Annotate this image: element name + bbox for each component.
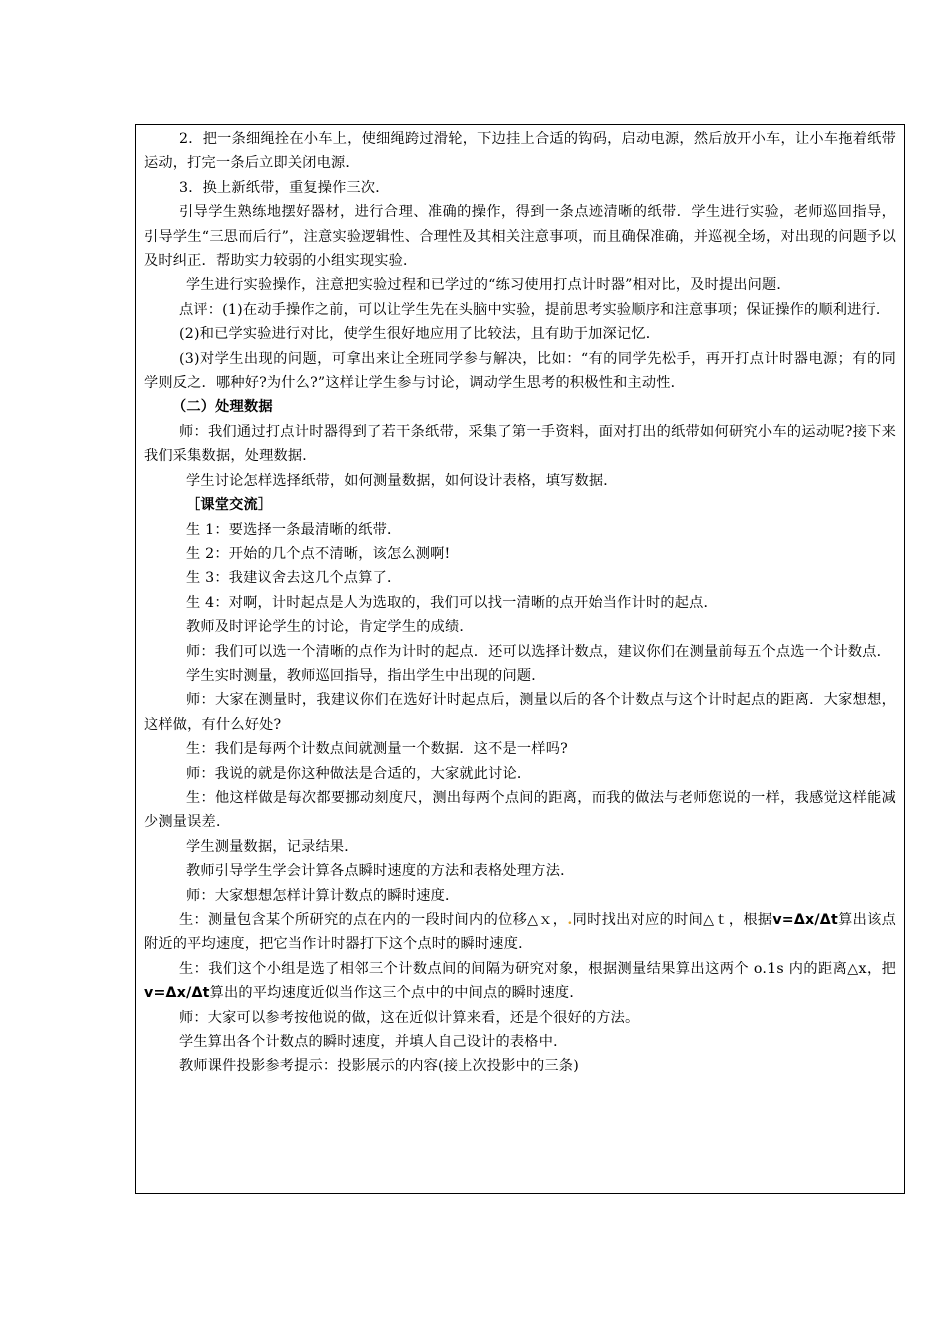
text-fragment: 算出的平均速度近似当作这三个点中的中间点的瞬时速度．	[209, 985, 584, 1002]
dialogue-line: 生 2：开始的几个点不清晰，该怎么测啊!	[186, 545, 451, 562]
dialogue-line: 师：大家可以参考按他说的做，这在近似计算来看，还是个很好的方法。	[179, 1009, 640, 1026]
dialogue-line-formula	[144, 957, 896, 1006]
paragraph-comment-2: (2)和已学实验进行对比，使学生很好地应用了比较法，且有助于加深记忆．	[179, 326, 661, 343]
paragraph-comment-1: 点评：(1)在动手操作之前，可以让学生先在头脑中实验，提前思考实验顺序和注意事项；保证操作的顺利进行．	[179, 301, 891, 318]
dialogue-line: 学生实时测量，教师巡回指导，指出学生中出现的问题．	[186, 667, 546, 684]
dialogue-line: 生 1：要选择一条最清晰的纸带．	[186, 521, 402, 538]
dialogue-line: 生：他这样做是每次都要挪动刻度尺，测出每两个点间的距离，而我的做法与老师您说的一样，我感觉这样能减少测量误差．	[144, 789, 896, 831]
dialogue-line: 学生算出各个计数点的瞬时速度，并填人自己设计的表格中．	[179, 1034, 568, 1051]
paragraph-student-operation: 学生进行实验操作，注意把实验过程和已学过的“练习使用打点计时器”相对比，及时提出问题．	[186, 277, 791, 294]
text-fragment: 生：测量包含某个所研究的点在内的一段时间内的位移△ｘ，	[179, 912, 568, 928]
text-fragment: 同时找出对应的时间△ｔ，根据	[572, 912, 773, 928]
dialogue-line: 教师课件投影参考提示：投影展示的内容(接上次投影中的三条)	[179, 1058, 579, 1075]
lesson-content	[144, 127, 896, 1079]
paragraph-guidance: 引导学生熟练地摆好器材，进行合理、准确的操作，得到一条点迹清晰的纸带．学生进行实验，老师巡回指导，引导学生“三思而后行”，注意实验逻辑性、合理性及其相关注意事项，而且确保准确，并巡视全场，对出现的问题予以及时纠正．帮助实力较弱的小组实现实验．	[144, 204, 896, 270]
paragraph-student-discussion: 学生讨论怎样选择纸带，如何测量数据，如何设计表格，填写数据．	[186, 472, 618, 489]
text-fragment: 算出该点附近的平均速度，把它当作计时器打下这个点时的瞬时速度．	[144, 912, 896, 953]
velocity-formula: v=Δx/Δt	[144, 985, 210, 1002]
text-fragment: 生：我们这个小组是选了相邻三个计数点间的间隔为研究对象，根据测量结果算出这两个 o.1s 内的距离△x，把	[179, 960, 896, 977]
paragraph-step-2: 2．把一条细绳拴在小车上，使细绳跨过滑轮，下边挂上合适的钩码，启动电源，然后放开小车，让小车拖着纸带运动，打完一条后立即关闭电源．	[144, 131, 896, 172]
dialogue-line: 师：我说的就是你这种做法是合适的，大家就此讨论．	[186, 765, 532, 782]
dialogue-line: 生：我们是每两个计数点间就测量一个数据．这不是一样吗?	[186, 741, 568, 758]
paragraph-comment-3: (3)对学生出现的问题，可拿出来让全班同学参与解决，比如：“有的同学先松手，再开打点计时器电源；有的同学则反之．哪种好?为什么?”这样让学生参与讨论，调动学生思考的积极性和主动性．	[144, 350, 896, 392]
highlight-dot: .	[567, 912, 573, 928]
dialogue-line: 学生测量数据，记录结果．	[186, 838, 359, 855]
section-heading: （二）处理数据	[172, 399, 273, 416]
dialogue-line: 师：大家想想怎样计算计数点的瞬时速度．	[186, 887, 460, 904]
dialogue-line: 师：大家在测量时，我建议你们在选好计时起点后，测量以后的各个计数点与这个计时起点的距离．大家想想，这样做，有什么好处?	[144, 692, 896, 733]
velocity-formula: v=Δx/Δt	[772, 912, 838, 928]
subheading-class-exchange: ［课堂交流］	[186, 497, 273, 514]
dialogue-line: 生 4：对啊，计时起点是人为选取的，我们可以找一清晰的点开始当作计时的起点．	[186, 594, 718, 611]
dialogue-line: 教师引导学生学会计算各点瞬时速度的方法和表格处理方法．	[186, 863, 575, 880]
paragraph-step-3: 3．换上新纸带，重复操作三次．	[179, 179, 390, 196]
dialogue-line: 教师及时评论学生的讨论，肯定学生的成绩．	[186, 619, 474, 636]
dialogue-line: 师：我们可以选一个清晰的点作为计时的起点．还可以选择计数点，建议你们在测量前每五个点选一个计数点．	[186, 643, 891, 660]
dialogue-line-formula	[144, 908, 896, 957]
dialogue-line: 生 3：我建议舍去这几个点算了．	[186, 570, 402, 587]
paragraph-teacher-intro: 师：我们通过打点计时器得到了若干条纸带，采集了第一手资料，面对打出的纸带如何研究小车的运动呢?接下来我们采集数据，处理数据．	[144, 423, 896, 465]
